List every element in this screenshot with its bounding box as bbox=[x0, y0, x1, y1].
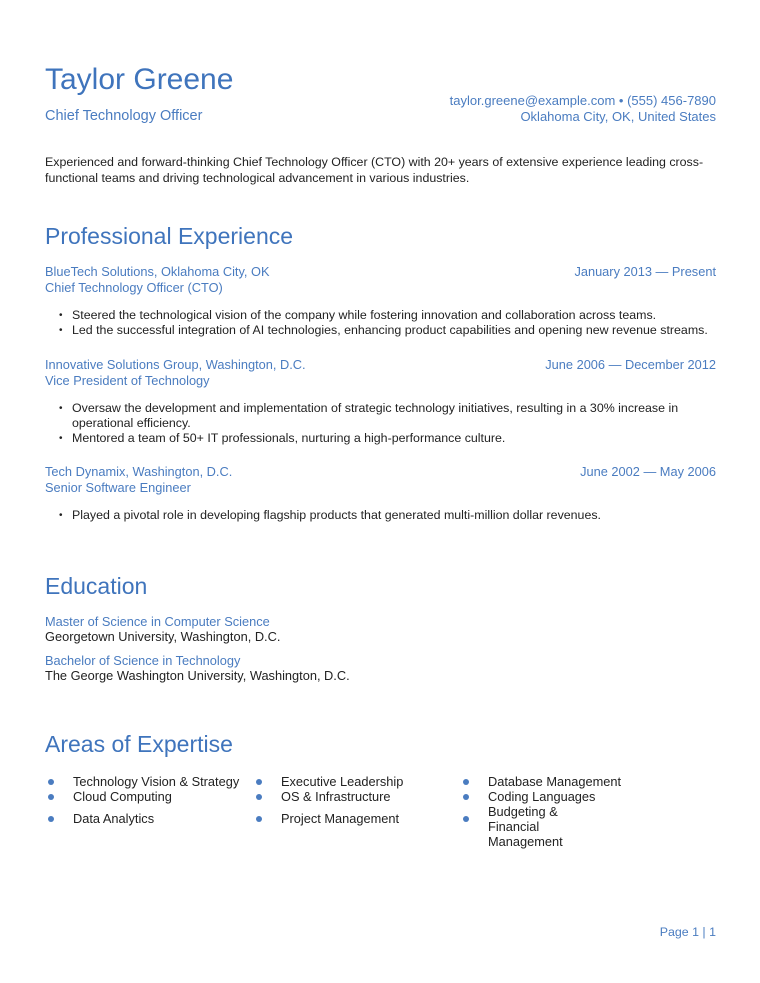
resume-page bbox=[45, 0, 716, 983]
job-company: Innovative Solutions Group, Washington, D.C. bbox=[45, 357, 306, 372]
job-bullet: • Led the successful integration of AI technologies, enhancing product capabilities and opening new revenue streams. bbox=[45, 323, 716, 338]
contact-info bbox=[450, 93, 716, 125]
bullet-dot-icon bbox=[256, 794, 262, 800]
education-entry bbox=[45, 653, 350, 683]
expertise-heading: Areas of Expertise bbox=[45, 731, 233, 757]
job-title: Chief Technology Officer (CTO) bbox=[45, 280, 223, 295]
expertise-item: Technology Vision & Strategy bbox=[45, 774, 245, 789]
job-entry bbox=[45, 357, 716, 446]
bullet-dot-icon bbox=[48, 779, 54, 785]
education-degree: Bachelor of Science in Technology bbox=[45, 653, 241, 668]
candidate-name: Taylor Greene bbox=[45, 63, 234, 96]
expertise-item: Executive Leadership bbox=[253, 774, 453, 789]
page-number: Page 1 | 1 bbox=[659, 925, 716, 939]
expertise-item: Budgeting & Financial Management bbox=[460, 804, 608, 849]
bullet-dot-icon bbox=[48, 816, 54, 822]
expertise-item: Cloud Computing bbox=[45, 789, 245, 804]
bullet-dot-icon bbox=[463, 779, 469, 785]
bullet-dot-icon bbox=[463, 794, 469, 800]
education-heading: Education bbox=[45, 573, 148, 599]
expertise-column bbox=[460, 774, 630, 849]
job-bullets bbox=[45, 508, 716, 523]
experience-heading: Professional Experience bbox=[45, 223, 294, 249]
job-dates: June 2006 — December 2012 bbox=[545, 357, 716, 372]
job-bullet: • Steered the technological vision of the company while fostering innovation and collaboration across teams. bbox=[45, 308, 716, 323]
bullet-dot-icon bbox=[256, 779, 262, 785]
bullet-dot-icon bbox=[48, 794, 54, 800]
contact-location: Oklahoma City, OK, United States bbox=[520, 109, 716, 124]
job-company: Tech Dynamix, Washington, D.C. bbox=[45, 464, 233, 479]
job-bullet: • Oversaw the development and implementation of strategic technology initiatives, resulting in a 30% increase in operational efficiency. bbox=[45, 401, 682, 431]
job-bullet: • Played a pivotal role in developing flagship products that generated multi-million dollar revenues. bbox=[45, 508, 716, 523]
job-bullets bbox=[45, 401, 705, 446]
expertise-item: Database Management bbox=[460, 774, 630, 789]
expertise-item: Data Analytics bbox=[45, 811, 245, 826]
expertise-column bbox=[45, 774, 245, 826]
job-bullets bbox=[45, 308, 716, 338]
education-school: Georgetown University, Washington, D.C. bbox=[45, 629, 281, 644]
contact-email-phone: taylor.greene@example.com • (555) 456-7890 bbox=[449, 93, 716, 108]
expertise-column bbox=[253, 774, 453, 826]
education-entry bbox=[45, 614, 280, 644]
job-title: Senior Software Engineer bbox=[45, 480, 191, 495]
bullet-dot-icon bbox=[463, 816, 469, 822]
expertise-item: Coding Languages bbox=[460, 789, 630, 804]
education-school: The George Washington University, Washington, D.C. bbox=[45, 668, 350, 683]
job-entry bbox=[45, 264, 716, 338]
job-dates: January 2013 — Present bbox=[574, 264, 716, 279]
expertise-item: OS & Infrastructure bbox=[253, 789, 453, 804]
education-degree: Master of Science in Computer Science bbox=[45, 614, 270, 629]
summary-text: Experienced and forward-thinking Chief Technology Officer (CTO) with 20+ years of extensive experience leading cross-functional teams and driving technological advancement in various industries. bbox=[45, 155, 704, 185]
job-company: BlueTech Solutions, Oklahoma City, OK bbox=[45, 264, 270, 279]
bullet-dot-icon bbox=[256, 816, 262, 822]
job-title: Vice President of Technology bbox=[45, 373, 210, 388]
job-entry bbox=[45, 464, 716, 523]
candidate-role: Chief Technology Officer bbox=[45, 108, 203, 124]
expertise-item: Project Management bbox=[253, 811, 453, 826]
job-bullet: • Mentored a team of 50+ IT professionals, nurturing a high-performance culture. bbox=[45, 431, 705, 446]
job-dates: June 2002 — May 2006 bbox=[580, 464, 716, 479]
